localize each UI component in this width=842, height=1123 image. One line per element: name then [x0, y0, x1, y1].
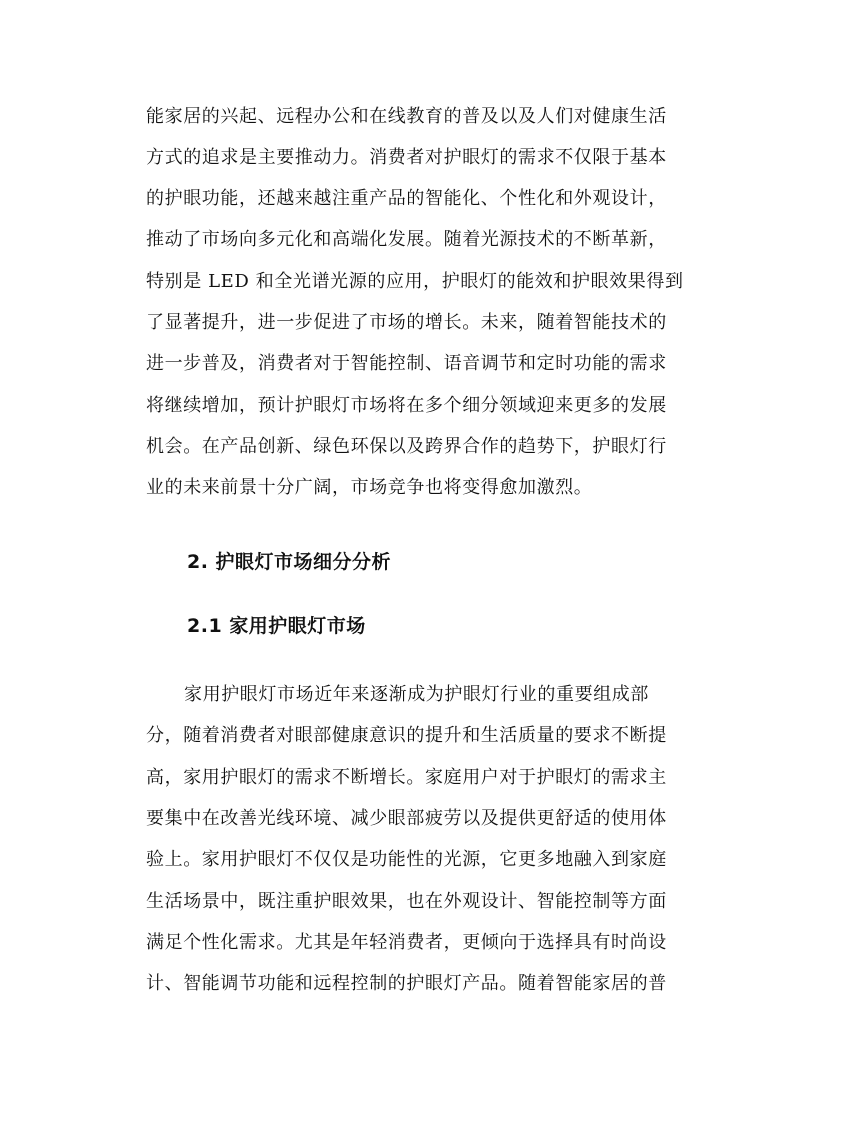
body-line-6: 生活场景中，既注重护眼效果，也在外观设计、智能控制等方面 — [146, 891, 667, 912]
intro-line-3: 的护眼功能，还越来越注重产品的智能化、个性化和外观设计， — [146, 188, 667, 209]
intro-line-1: 能家居的兴起、远程办公和在线教育的普及以及人们对健康生活 — [146, 106, 667, 127]
intro-line-10: 业的未来前景十分广阔，市场竞争也将变得愈加激烈。 — [146, 477, 593, 498]
body-line-2: 分，随着消费者对眼部健康意识的提升和生活质量的要求不断提 — [146, 725, 667, 746]
body-line-1: 家用护眼灯市场近年来逐渐成为护眼灯行业的重要组成部 — [184, 684, 649, 705]
section-heading: 2. 护眼灯市场细分分析 — [187, 551, 392, 573]
intro-line-9: 机会。在产品创新、绿色环保以及跨界合作的趋势下，护眼灯行 — [146, 436, 667, 457]
intro-line-8: 将继续增加，预计护眼灯市场将在多个细分领域迎来更多的发展 — [146, 395, 667, 416]
intro-line-7: 进一步普及，消费者对于智能控制、语音调节和定时功能的需求 — [146, 353, 667, 374]
intro-line-4: 推动了市场向多元化和高端化发展。随着光源技术的不断革新， — [146, 229, 667, 250]
intro-line-6: 了显著提升，进一步促进了市场的增长。未来，随着智能技术的 — [146, 312, 667, 333]
intro-line-5: 特别是 LED 和全光谱光源的应用，护眼灯的能效和护眼效果得到 — [146, 271, 684, 292]
body-line-5: 验上。家用护眼灯不仅仅是功能性的光源，它更多地融入到家庭 — [146, 849, 667, 870]
body-line-4: 要集中在改善光线环境、减少眼部疲劳以及提供更舒适的使用体 — [146, 808, 667, 829]
intro-line-2: 方式的追求是主要推动力。消费者对护眼灯的需求不仅限于基本 — [146, 147, 667, 168]
body-line-3: 高，家用护眼灯的需求不断增长。家庭用户对于护眼灯的需求主 — [146, 767, 667, 788]
subsection-heading: 2.1 家用护眼灯市场 — [187, 615, 366, 637]
body-line-7: 满足个性化需求。尤其是年轻消费者，更倾向于选择具有时尚设 — [146, 932, 667, 953]
body-line-8: 计、智能调节功能和远程控制的护眼灯产品。随着智能家居的普 — [146, 973, 667, 994]
